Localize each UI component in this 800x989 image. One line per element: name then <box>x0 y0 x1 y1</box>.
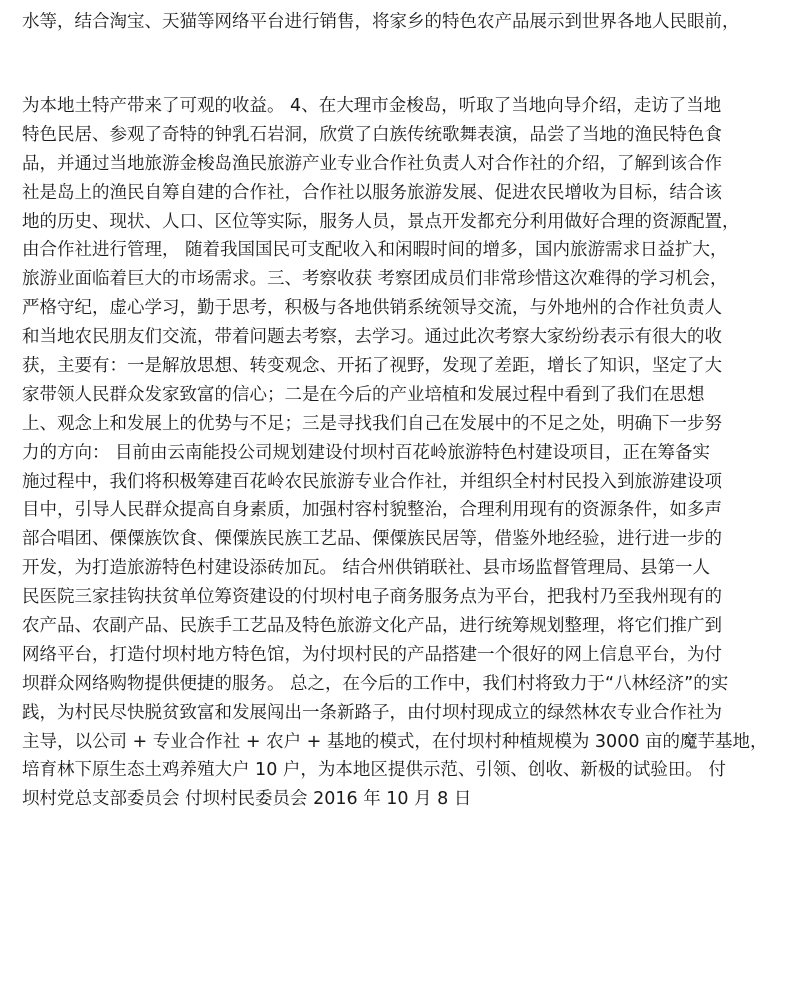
text-line: 主导，以公司 + 专业合作社 + 农户 + 基地的模式，在付坝村种植规模为 3000 亩的魔芋基地， <box>22 731 768 752</box>
text-line: 开发，为打造旅游特色村建设添砖加瓦。 结合州供销联社、县市场监督管理局、县第一人 <box>22 558 711 579</box>
text-line: 家带领人民群众发家致富的信心；二是在今后的产业培植和发展过程中看到了我们在思想 <box>22 384 705 405</box>
text-line: 坝村党总支部委员会 付坝村民委员会 2016 年 10 月 8 日 <box>22 789 472 810</box>
text-line: 上、观念上和发展上的优势与不足；三是寻找我们自己在发展中的不足之处，明确下一步努 <box>22 413 722 434</box>
text-line: 网络平台，打造付坝村地方特色馆，为付坝村民的产品搭建一个很好的网上信息平台，为付 <box>22 644 722 665</box>
text-line: 为本地土特产带来了可观的收益。 4、在大理市金梭岛，听取了当地向导介绍，走访了当地 <box>22 96 722 116</box>
text-line: 社是岛上的渔民自筹自建的合作社，合作社以服务旅游发展、促进农民增收为目标，结合该 <box>22 182 722 203</box>
text-line: 品，并通过当地旅游金梭岛渔民旅游产业专业合作社负责人对合作社的介绍，了解到该合作 <box>22 153 722 174</box>
body-paragraph <box>22 92 782 814</box>
text-line: 严格守纪，虚心学习，勤于思考，积极与各地供销系统领导交流，与外地州的合作社负责人 <box>22 298 722 319</box>
text-line: 坝群众网络购物提供便捷的服务。 总之，在今后的工作中，我们村将致力于“八林经济”的实 <box>22 673 729 694</box>
text-line: 和当地农民朋友们交流，带着问题去考察，去学习。通过此次考察大家纷纷表示有很大的收 <box>22 327 722 348</box>
text-line: 民医院三家挂钩扶贫单位筹资建设的付坝村电子商务服务点为平台，把我村乃至我州现有的 <box>22 587 722 608</box>
text-line: 农产品、农副产品、民族手工艺品及特色旅游文化产品，进行统筹规划整理，将它们推广到 <box>22 616 722 637</box>
text-line: 由合作社进行管理， 随着我国国民可支配收入和闲暇时间的增多，国内旅游需求日益扩大， <box>22 240 728 261</box>
text-line: 目中，引导人民群众提高自身素质，加强村容村貌整治，合理利用现有的资源条件，如多声 <box>22 500 722 521</box>
text-line: 特色民居、参观了奇特的钟乳石岩洞，欣赏了白族传统歌舞表演，品尝了当地的渔民特色食 <box>22 124 722 145</box>
text-line: 培育林下原生态土鸡养殖大户 10 户，为本地区提供示范、引领、创收、新极的试验田。 付 <box>22 760 726 781</box>
text-line: 施过程中，我们将积极筹建百花岭农民旅游专业合作社，并组织全村村民投入到旅游建设项 <box>22 471 722 492</box>
text-line: 力的方向： 目前由云南能投公司规划建设付坝村百花岭旅游特色村建设项目，正在筹备实 <box>22 442 711 463</box>
text-line: 地的历史、现状、人口、区位等实际，服务人员，景点开发都充分利用做好合理的资源配置， <box>22 211 740 232</box>
first-paragraph-line: 水等，结合淘宝、天猫等网络平台进行销售，将家乡的特色农产品展示到世界各地人民眼前， <box>22 12 740 32</box>
text-line: 部合唱团、傈僳族饮食、傈僳族民族工艺品、傈僳族民居等，借鉴外地经验，进行进一步的 <box>22 529 722 550</box>
text-line: 获，主要有：一是解放思想、转变观念、开拓了视野，发现了差距，增长了知识，坚定了大 <box>22 356 722 377</box>
text-line: 践，为村民尽快脱贫致富和发展闯出一条新路子，由付坝村现成立的绿然林农专业合作社为 <box>22 702 722 723</box>
text-line: 旅游业面临着巨大的市场需求。三、考察收获 考察团成员们非常珍惜这次难得的学习机会， <box>22 269 728 290</box>
